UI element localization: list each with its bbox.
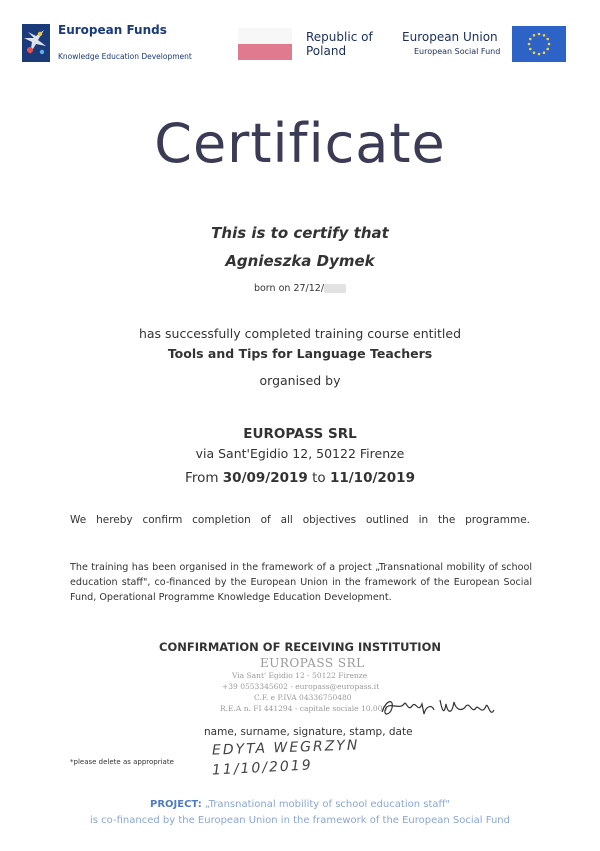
european-funds-star-icon xyxy=(22,24,50,62)
to-label: to xyxy=(312,470,326,486)
poland-flag-white xyxy=(238,28,292,44)
confirmation-statement: We hereby confirm completion of all objectives outlined in the programme. xyxy=(70,514,530,526)
training-dates xyxy=(0,470,600,486)
organizer-address: via Sant'Egidio 12, 50122 Firenze xyxy=(195,446,405,461)
certificate-title: Certificate xyxy=(154,112,446,175)
european-union-title: European Union xyxy=(402,30,498,44)
signature-label: name, surname, signature, stamp, date xyxy=(204,726,413,738)
institution-heading: CONFIRMATION OF RECEIVING INSTITUTION xyxy=(159,640,441,654)
birth-date-line xyxy=(0,283,600,294)
stamp-name: EUROPASS SRL xyxy=(260,656,365,670)
handwritten-signature xyxy=(378,690,498,724)
organizer-stamp xyxy=(220,656,390,716)
stamp-tax-id: C.F. e P.IVA 04336750480 xyxy=(254,693,352,702)
recipient-name: Agnieszka Dymek xyxy=(225,252,375,270)
stamp-address: Via Sant' Egidio 12 - 50122 Firenze xyxy=(232,671,368,680)
redacted-year xyxy=(324,284,346,293)
european-funds-logo xyxy=(22,22,212,68)
organizer-name: EUROPASS SRL xyxy=(243,426,357,442)
completed-line: has successfully completed training course entitled xyxy=(138,326,462,341)
project-title: „Transnational mobility of school education staff" xyxy=(201,799,450,810)
cofinanced-footer-line: is co-financed by the European Union in the framework of the European Social Fund xyxy=(90,815,510,826)
republic-of-poland-label: Republic of Poland xyxy=(306,30,373,58)
european-funds-title: European Funds xyxy=(58,23,167,37)
course-title: Tools and Tips for Language Teachers xyxy=(167,346,433,361)
stamp-contact: +39 0553345602 - europass@europass.it xyxy=(222,682,380,691)
end-date: 11/10/2019 xyxy=(329,470,415,486)
start-date: 30/09/2019 xyxy=(222,470,308,486)
framework-paragraph: The training has been organised in the framework of a project „Transnational mobility of school education staff", co-financed by the European Union in the framework of the European Social Fund, Operational Programme Knowledge Education Development. xyxy=(70,562,532,603)
from-label: From xyxy=(185,470,219,486)
eu-flag-icon xyxy=(512,26,566,62)
certify-line: This is to certify that xyxy=(211,224,389,242)
birth-date-text: born on 27/12/ xyxy=(253,283,325,294)
stamp-registry: R.E.A n. FI 441294 - capitale sociale 10.000 xyxy=(220,704,388,713)
project-label: PROJECT: xyxy=(150,799,202,810)
organised-by-line: organised by xyxy=(259,373,341,388)
poland-flag-red xyxy=(238,44,292,60)
handwritten-name: EDYTA WEGRZYN xyxy=(211,737,360,759)
handwritten-date: 11/10/2019 xyxy=(211,757,314,779)
delete-note: *please delete as appropriate xyxy=(70,758,174,766)
project-footer-line xyxy=(0,799,600,810)
european-social-fund-subtitle: European Social Fund xyxy=(414,47,501,56)
european-funds-subtitle: Knowledge Education Development xyxy=(58,52,192,61)
